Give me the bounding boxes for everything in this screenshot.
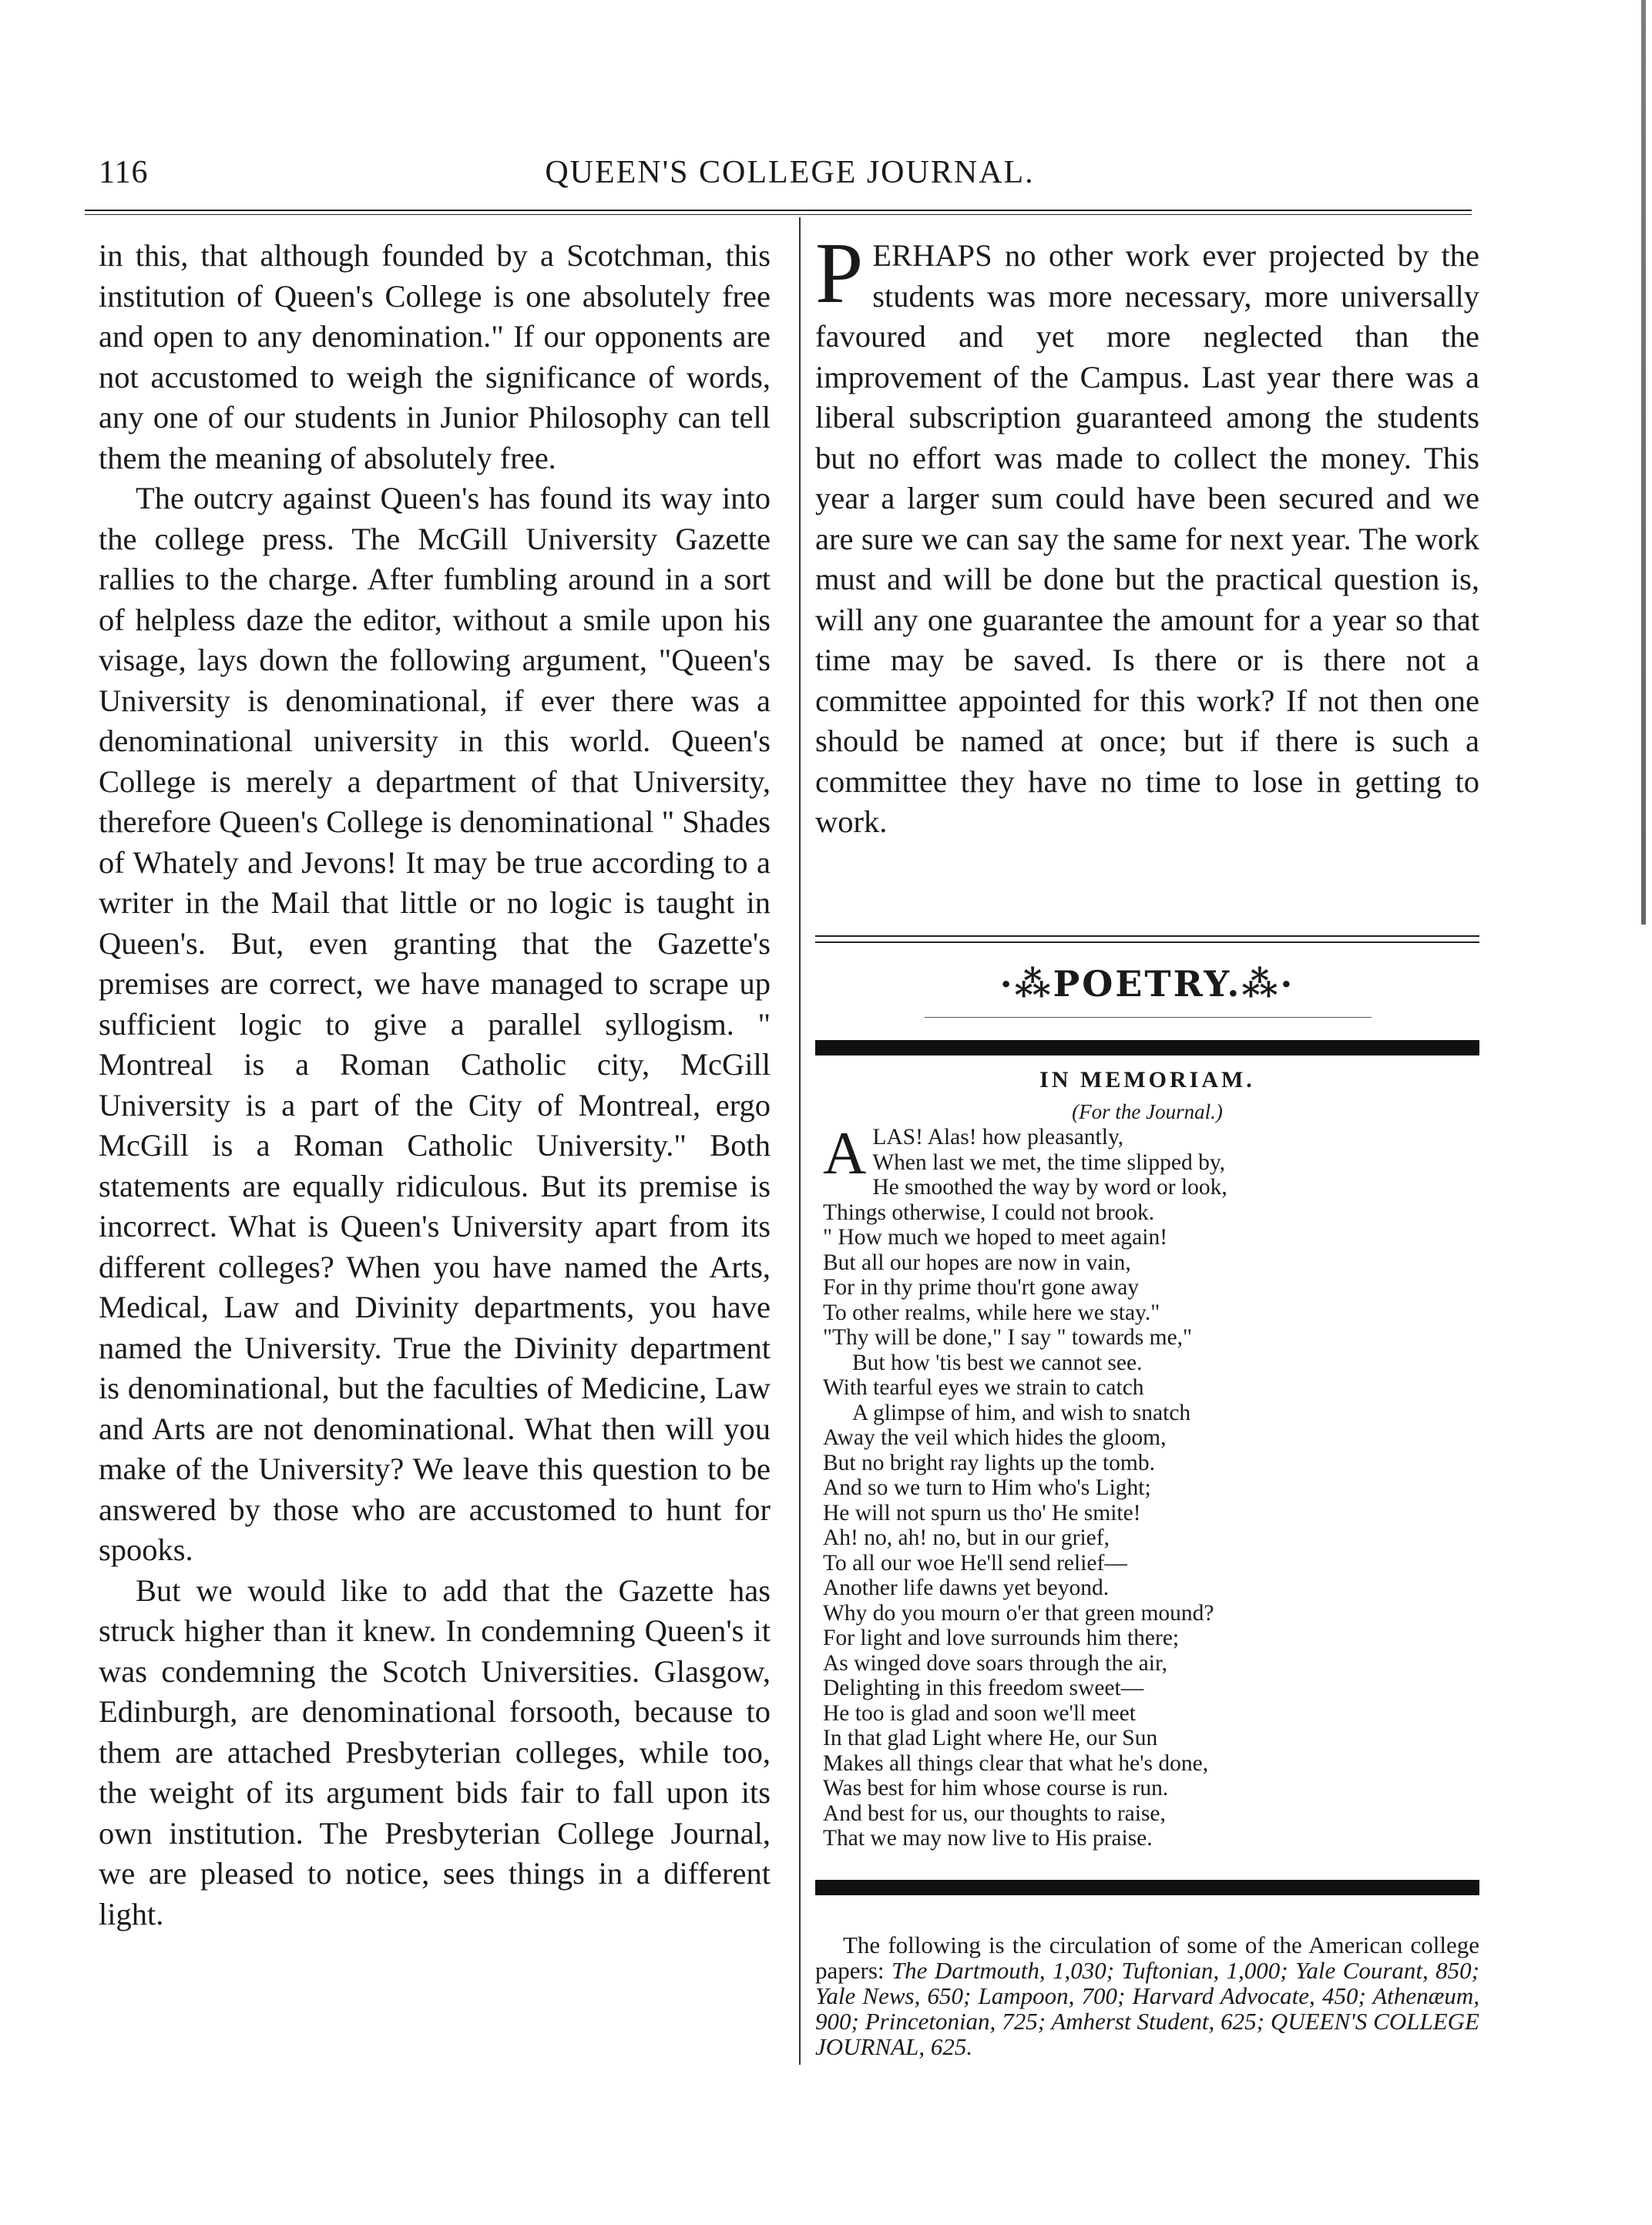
poem-title: IN MEMORIAM. bbox=[1039, 1067, 1255, 1092]
poem-line: He will not spurn us tho' He smite! bbox=[823, 1500, 1141, 1525]
poem-line: Why do you mourn o'er that green mound? bbox=[823, 1600, 1214, 1626]
circulation-paragraph bbox=[815, 1932, 1479, 2059]
poem-line: Away the veil which hides the gloom, bbox=[823, 1425, 1167, 1450]
poem-line: For light and love surrounds him there; bbox=[823, 1626, 1180, 1650]
poem-line: A glimpse of him, and wish to snatch bbox=[852, 1400, 1191, 1425]
poem-line: And best for us, our thoughts to raise, bbox=[823, 1800, 1166, 1826]
running-head bbox=[85, 154, 1495, 200]
poem-line: For in thy prime thou'rt gone away bbox=[823, 1275, 1140, 1300]
left-paragraph-3: But we would like to add that the Gazette has struck higher than it knew. In condemning Queen's it was condemning the Scotch Universities. Glasgow, Edinburgh, are denominational forsooth, because to them are attached Presbyterian colleges, while too, the weight of its argument bids fair to fall upon its own institution. The Presbyterian College Journal, we are pleased to notice, sees things in a different light. bbox=[99, 1572, 771, 1931]
campus-paragraph-text: ERHAPS no other work ever projected by the students was more necessary, more universally favoured and yet more neglected than the improvement of the Campus. Last year there was a liberal subscription guaranteed among the students but no effort was made to collect the money. This year a larger sum could have been secured and we are sure we can say the same for next year. The work must and will be done but the practical question is, will any one guarantee the amount for a year so that time may be saved. Is there or is there not a committee appointed for this work? If not then one should be named at once; but if there is such a committee they have no time to lose in getting to work. bbox=[815, 238, 1479, 839]
poem-line: Was best for him whose course is run. bbox=[823, 1776, 1169, 1800]
poem-line: And so we turn to Him who's Light; bbox=[823, 1475, 1151, 1500]
column-divider bbox=[799, 217, 801, 2065]
running-title: QUEEN'S COLLEGE JOURNAL. bbox=[545, 155, 1035, 190]
left-paragraph-1: in this, that although founded by a Scotchman, this institution of Queen's College is one absolutely free and open to any denomination." If our opponents are not accustomed to weigh the significance of words, any one of our students in Junior Philosophy can tell them the meaning of absolutely free. bbox=[99, 238, 771, 475]
poem-line: When last we met, the time slipped by, bbox=[872, 1149, 1226, 1175]
poem-subtitle: (For the Journal.) bbox=[1072, 1100, 1223, 1123]
poem-line: " How much we hoped to meet again! bbox=[823, 1225, 1168, 1250]
poem-line: "Thy will be done," I say " towards me," bbox=[823, 1325, 1193, 1350]
poem-line: Delighting in this freedom sweet— bbox=[823, 1676, 1144, 1700]
poem-line: Things otherwise, I could not brook. bbox=[823, 1200, 1155, 1225]
circulation-list: The Dartmouth, 1,030; Tuftonian, 1,000; Yale Courant, 850; Yale News, 650; Lampoon, 700; Harvard Advocate, 450; Athenæum, 900; Princetonian, 725; Amherst Student, 625; QUEEN'S COLLEGE JOURNAL, 625. bbox=[815, 1957, 1479, 2060]
poem-line: In that glad Light where He, our Sun bbox=[823, 1726, 1158, 1750]
circulation-intro: The following is the circulation of some of the American college papers: bbox=[815, 1931, 1479, 1984]
section-separator bbox=[815, 935, 1479, 943]
poem-line: He too is glad and soon we'll meet bbox=[823, 1700, 1136, 1726]
poem-bottom-bar bbox=[815, 1880, 1479, 1895]
poem-line: He smoothed the way by word or look, bbox=[872, 1175, 1227, 1200]
page-number: 116 bbox=[99, 155, 149, 190]
header-rule bbox=[85, 210, 1472, 215]
poem-line: But no bright ray lights up the tomb. bbox=[823, 1450, 1156, 1475]
poem-line: But how 'tis best we cannot see. bbox=[852, 1350, 1143, 1375]
poetry-heading: ·⁂POETRY.⁂· bbox=[999, 963, 1295, 1005]
heading-underline bbox=[925, 1017, 1372, 1018]
poem-line: With tearful eyes we strain to catch bbox=[823, 1375, 1144, 1400]
poem-line: LAS! Alas! how pleasantly, bbox=[872, 1125, 1124, 1149]
campus-paragraph bbox=[815, 226, 1479, 843]
poem-line: But all our hopes are now in vain, bbox=[823, 1250, 1131, 1275]
poem-line: Ah! no, ah! no, but in our grief, bbox=[823, 1525, 1110, 1550]
poem-line: To other realms, while here we stay." bbox=[823, 1300, 1160, 1325]
poem-line: As winged dove soars through the air, bbox=[823, 1650, 1167, 1676]
poem-body bbox=[823, 1119, 1478, 1851]
left-paragraph-2: The outcry against Queen's has found its way into the college press. The McGill University Gazette rallies to the charge. After fumbling around in a sort of helpless daze the editor, without a smile upon his visage, lays down the following argument, "Queen's University is denominational, if ever there was a denominational university in this world. Queen's College is merely a department of that University, therefore Queen's College is denominational " Shades of Whately and Jevons! It may be true according to a writer in the Mail that little or no logic is taught in Queen's. But, even granting that the Gazette's premises are correct, we have managed to scrape up sufficient logic to give a parallel syllogism. " Montreal is a Roman Catholic city, McGill University is a part of the City of Montreal, ergo McGill is a Roman Catholic University." Both statements are equally ridiculous. But its premise is incorrect. What is Queen's University apart from its different colleges? When you have named the Arts, Medical, Law and Divinity departments, you have named the University. True the Divinity department is denominational, but the faculties of Medicine, Law and Arts are not denominational. What then will you make of the University? We leave this question to be answered by those who are accustomed to hunt for spooks. bbox=[99, 481, 771, 1567]
scan-edge-mark bbox=[1641, 0, 1646, 925]
left-column bbox=[99, 236, 771, 1935]
poem-top-bar bbox=[815, 1040, 1479, 1055]
poem-line: To all our woe He'll send relief— bbox=[823, 1550, 1127, 1576]
poem-drop-cap: A bbox=[823, 1119, 867, 1186]
poem-line: Another life dawns yet beyond. bbox=[823, 1576, 1110, 1600]
drop-cap: P bbox=[815, 226, 864, 321]
circulation-note bbox=[815, 1932, 1479, 2059]
poem-line: That we may now live to His praise. bbox=[823, 1826, 1153, 1851]
right-column-editorial bbox=[815, 226, 1479, 843]
poem-line: Makes all things clear that what he's done, bbox=[823, 1750, 1209, 1776]
